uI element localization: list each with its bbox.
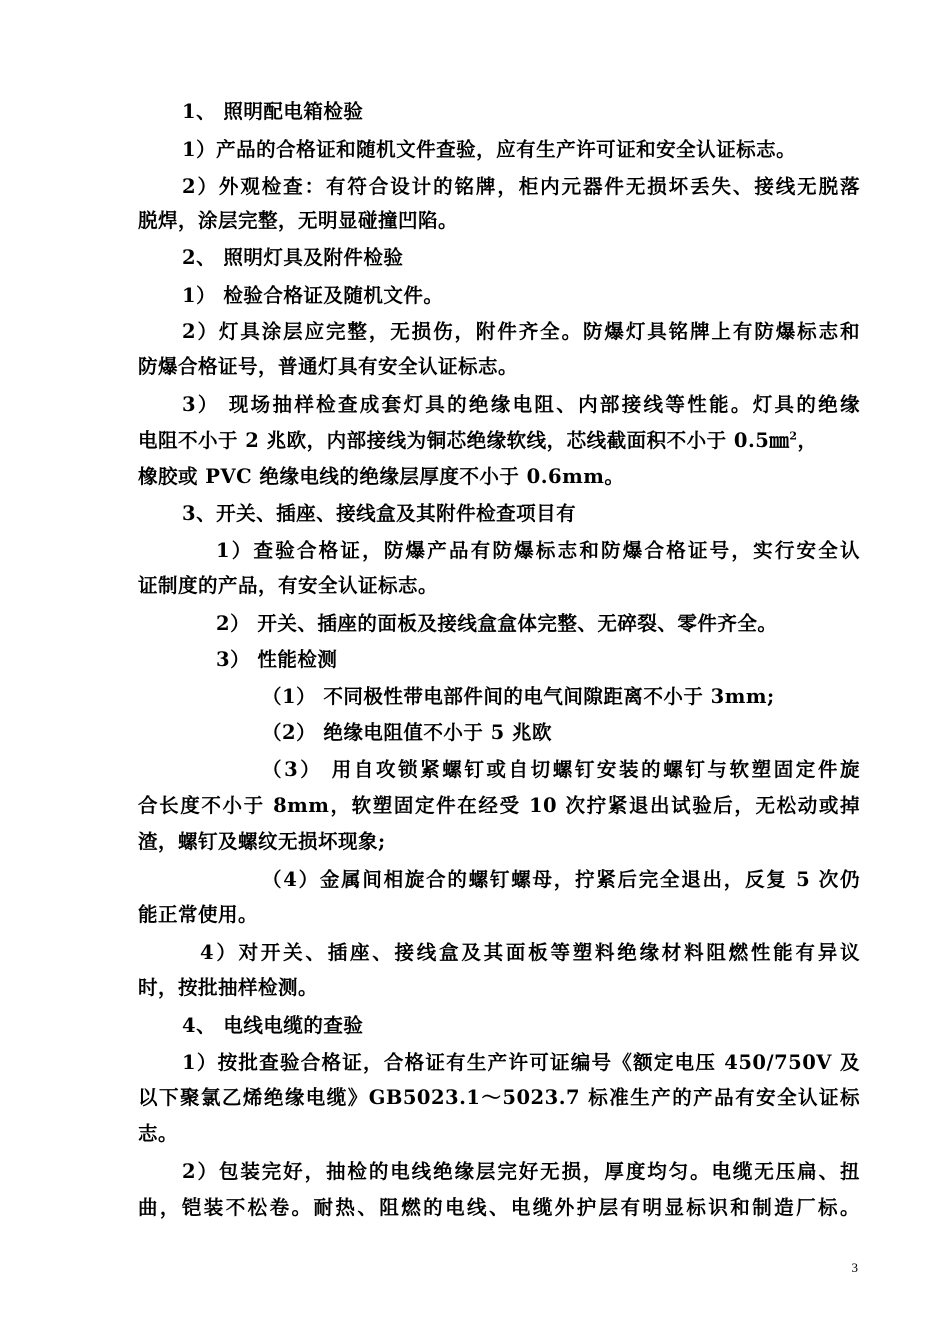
paragraph-line: 以下聚氯乙烯绝缘电缆》GB5023.1～5023.7 标准生产的产品有安全认证标 bbox=[138, 1086, 860, 1109]
paragraph-line: 2） 开关、插座的面板及接线盒盒体完整、无碎裂、零件齐全。 bbox=[216, 612, 778, 635]
paragraph-line: 1）按批查验合格证，合格证有生产许可证编号《额定电压 450/750V 及 bbox=[182, 1051, 860, 1074]
paragraph-line: 2）外观检查：有符合设计的铭牌，柜内元器件无损坏丢失、接线无脱落 bbox=[182, 175, 860, 198]
unit-mm: ㎜ bbox=[769, 429, 790, 452]
paragraph-line: 脱焊，涂层完整，无明显碰撞凹陷。 bbox=[138, 209, 459, 232]
heading-1: 1、 照明配电箱检验 bbox=[182, 100, 364, 123]
paragraph-line: 2）灯具涂层应完整，无损伤，附件齐全。防爆灯具铭牌上有防爆标志和 bbox=[182, 320, 860, 343]
paragraph-line: 4）对开关、插座、接线盒及其面板等塑料绝缘材料阻燃性能有异议 bbox=[200, 941, 860, 964]
list-item: （3） 用自攻锁紧螺钉或自切螺钉安装的螺钉与软塑固定件旋 bbox=[262, 758, 860, 781]
heading-2: 2、 照明灯具及附件检验 bbox=[182, 246, 404, 269]
paragraph-line: 2）包装完好，抽检的电线绝缘层完好无损，厚度均匀。电缆无压扁、扭 bbox=[182, 1160, 860, 1183]
page-number: 3 bbox=[851, 1260, 858, 1275]
list-item: （4）金属间相旋合的螺钉螺母，拧紧后完全退出，反复 5 次仍 bbox=[262, 868, 860, 891]
paragraph-line: 1）查验合格证，防爆产品有防爆标志和防爆合格证号，实行安全认 bbox=[216, 539, 860, 562]
list-item: （1） 不同极性带电部件间的电气间隙距离不小于 3mm; bbox=[262, 685, 775, 708]
paragraph-line: 橡胶或 PVC 绝缘电线的绝缘层厚度不小于 0.6mm。 bbox=[138, 465, 625, 488]
heading-4: 4、 电线电缆的查验 bbox=[182, 1014, 364, 1037]
paragraph-line: 能正常使用。 bbox=[138, 903, 259, 926]
paragraph-line: 时，按批抽样检测。 bbox=[138, 976, 319, 999]
heading-3: 3、开关、插座、接线盒及其附件检查项目有 bbox=[182, 502, 577, 525]
paragraph-line: 3） 现场抽样检查成套灯具的绝缘电阻、内部接线等性能。灯具的绝缘 bbox=[182, 393, 860, 416]
list-item: （2） 绝缘电阻值不小于 5 兆欧 bbox=[262, 721, 553, 744]
superscript-2: 2 bbox=[789, 429, 798, 443]
paragraph-line bbox=[138, 429, 860, 453]
paragraph-line: 渣，螺钉及螺纹无损坏现象; bbox=[138, 830, 386, 853]
paragraph-line: 合长度不小于 8mm，软塑固定件在经受 10 次拧紧退出试验后，无松动或掉 bbox=[138, 794, 860, 817]
paragraph-line: 证制度的产品，有安全认证标志。 bbox=[138, 574, 439, 597]
paragraph-line: 防爆合格证号，普通灯具有安全认证标志。 bbox=[138, 355, 519, 378]
text-run: 电阻不小于 2 兆欧，内部接线为铜芯绝缘软线，芯线截面积不小于 0.5 bbox=[138, 429, 770, 452]
paragraph-line: 3） 性能检测 bbox=[216, 648, 338, 671]
paragraph-line: 1） 检验合格证及随机文件。 bbox=[182, 284, 444, 307]
text-run: ， bbox=[797, 429, 818, 452]
paragraph-line: 曲，铠装不松卷。耐热、阻燃的电线、电缆外护层有明显标识和制造厂标。 bbox=[138, 1196, 860, 1219]
paragraph-line: 志。 bbox=[138, 1122, 179, 1145]
paragraph-line: 1）产品的合格证和随机文件查验，应有生产许可证和安全认证标志。 bbox=[182, 138, 797, 161]
